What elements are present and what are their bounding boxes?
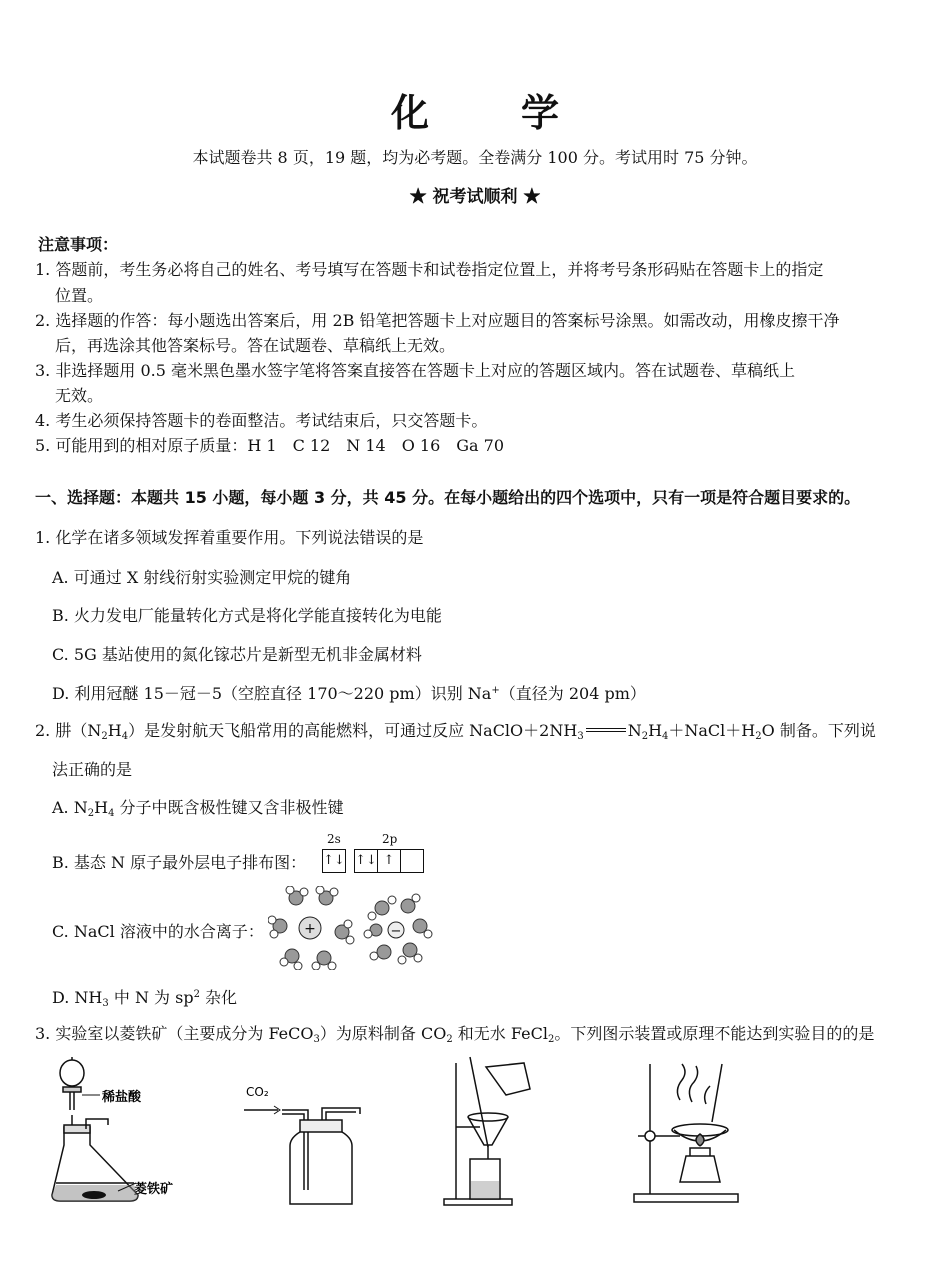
apparatus-b-gas-bottle [240, 1080, 380, 1208]
q2-option-b: B. 基态 N 原子最外层电子排布图： [52, 853, 307, 872]
orbital-diagram [322, 832, 432, 876]
apparatus-c-filtration [440, 1055, 540, 1210]
q2-option-c: C. NaCl 溶液中的水合离子： [52, 922, 264, 941]
q1-option-b: B. 火力发电厂能量转化方式是将化学能直接转化为电能 [52, 606, 442, 625]
notice-line: 后，再选涂其他答案标号。答在试题卷、草稿纸上无效。 [55, 336, 456, 355]
q2-stem: 2. 肼$(N_2H_4)$是发射航天飞船常用的高能燃料，可通过反应 $NaClO+2NH_3$ $N_2H_4+NaCl+H_2O$ 制备。下列说 [35, 721, 876, 742]
apparatus-a-flask [50, 1055, 180, 1210]
orbital-box-2p: ↑↓ [354, 849, 378, 873]
anion-sign: − [390, 924, 402, 939]
exam-subtitle: 本试题卷共 8 页，19 题，均为必考题。全卷满分 100 分。考试用时 75 分钟。 [192, 148, 758, 167]
q2-stem-line2: 法正确的是 [52, 760, 133, 779]
equals-sign [586, 728, 626, 732]
label-dilute-hcl: 稀盐酸 [102, 1090, 142, 1105]
q1-stem: 1. 化学在诸多领域发挥着重要作用。下列说法错误的是 [35, 528, 424, 547]
page-title: 化学 [390, 90, 651, 135]
notice-line: 1. 答题前，考生务必将自己的姓名、考号填写在答题卡和试卷指定位置上，并将考号条形码贴在答题卡上的指定 [35, 260, 824, 279]
notice-line: 5. 可能用到的相对原子质量：H 1 C 12 N 14 O 16 Ga 70 [35, 436, 505, 455]
orbital-box-2s: ↑↓ [322, 849, 346, 873]
orbital-label-2p: 2p [382, 832, 398, 846]
chloride-ion-cluster [364, 894, 432, 964]
blessing: ★ 祝考试顺利 ★ [409, 187, 541, 207]
q1-option-d: D. 利用冠醚 15－冠－5（空腔直径 170～220 pm）识别 Na+（直径为 204 pm） [52, 684, 646, 703]
label-co2: CO₂ [246, 1085, 269, 1099]
q1-option-c: C. 5G 基站使用的氮化镓芯片是新型无机非金属材料 [52, 645, 422, 664]
orbital-box-2p [401, 849, 424, 873]
notice-line: 4. 考生必须保持答题卡的卷面整洁。考试结束后，只交答题卡。 [35, 411, 488, 430]
notice-line: 位置。 [55, 286, 104, 305]
notice-line: 无效。 [55, 386, 104, 405]
notice-heading: 注意事项： [38, 235, 119, 254]
q2-option-d: D. $NH_3$ 中 N 为 $sp^2$ 杂化 [52, 988, 238, 1009]
apparatus-d-evaporation [630, 1060, 750, 1210]
hydrated-ions-figure [268, 886, 448, 970]
q1-option-a: A. 可通过 X 射线衍射实验测定甲烷的键角 [52, 568, 352, 587]
orbital-box-2p: ↑ [378, 849, 401, 873]
notice-line: 2. 选择题的作答：每小题选出答案后，用 2B 铅笔把答题卡上对应题目的答案标号涂黑。如需改动，用橡皮擦干净 [35, 311, 840, 330]
q2-option-a: A. $N_2H_4$ 分子中既含极性键又含非极性键 [52, 798, 344, 819]
section-heading: 一、选择题：本题共 15 小题，每小题 3 分，共 45 分。在每小题给出的四个选项中，只有一项是符合题目要求的。 [35, 488, 861, 507]
sodium-ion-cluster [268, 886, 354, 970]
q3-stem: 3. 实验室以菱铁矿（主要成分为 FeCO$_3$）为原料制备 $CO_2$ 和无水 FeCl$_2$。下列图示装置或原理不能达到实验目的的是 [35, 1024, 875, 1045]
notice-line: 3. 非选择题用 0.5 毫米黑色墨水签字笔将答案直接答在答题卡上对应的答题区域内。答在试题卷、草稿纸上 [35, 361, 795, 380]
orbital-label-2s: 2s [327, 832, 341, 846]
cation-sign: + [304, 921, 316, 937]
label-siderite: 菱铁矿 [134, 1182, 174, 1197]
